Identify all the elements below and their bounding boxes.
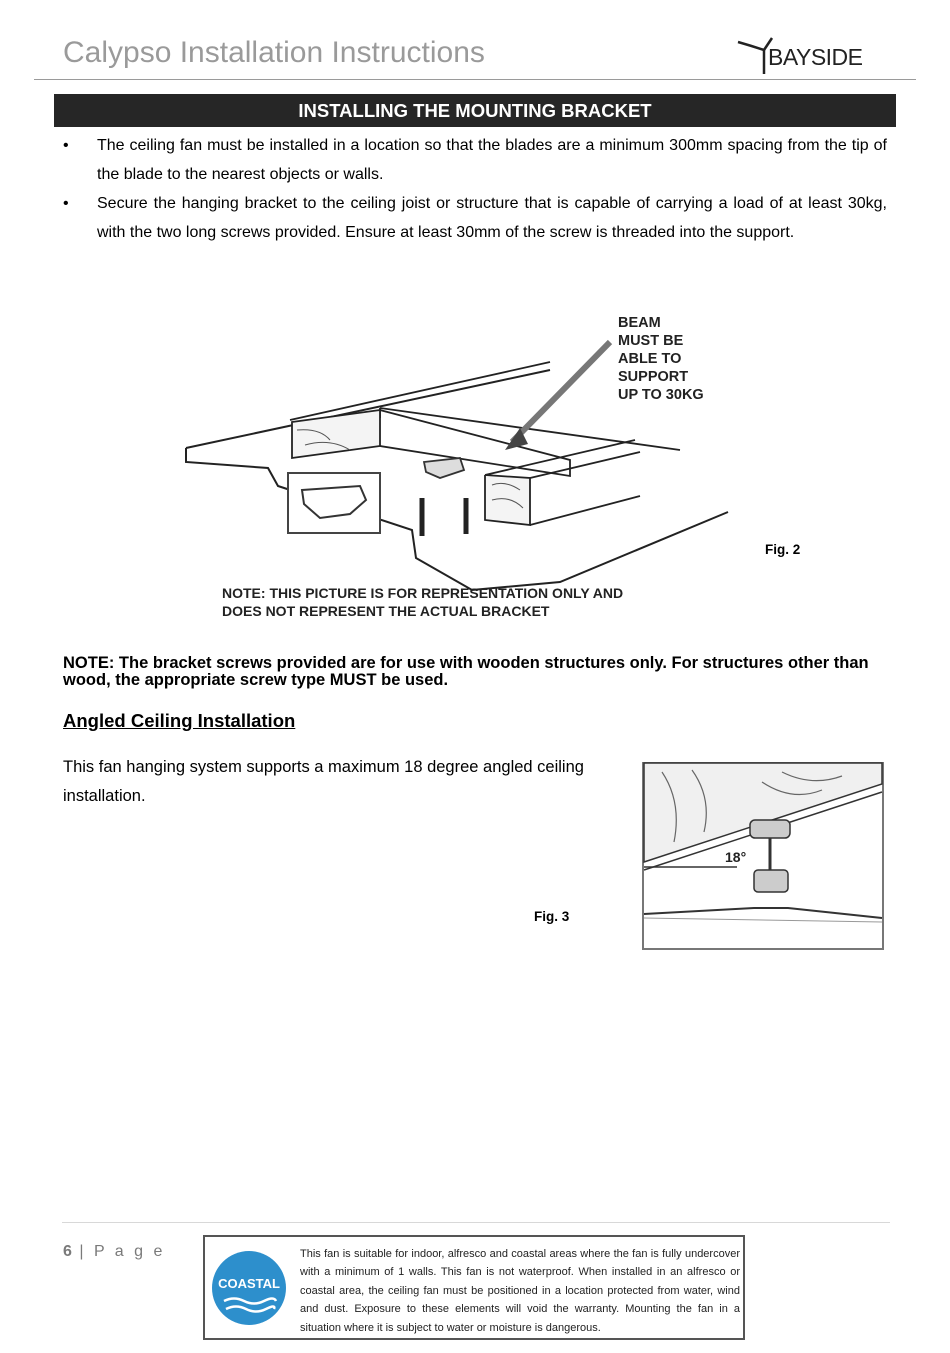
- angled-ceiling-illustration: [642, 762, 884, 950]
- document-title: Calypso Installation Instructions: [63, 36, 485, 69]
- bayside-logo: [734, 34, 864, 78]
- callout-line: UP TO 30KG: [618, 387, 704, 403]
- coastal-notice: [203, 1235, 745, 1340]
- coastal-badge-label: COASTAL: [218, 1276, 280, 1291]
- section-heading: INSTALLING THE MOUNTING BRACKET: [54, 94, 896, 127]
- waves-icon: [212, 1251, 286, 1325]
- angled-ceiling-heading: Angled Ceiling Installation: [63, 710, 296, 731]
- callout-line: MUST BE: [618, 333, 684, 349]
- angled-ceiling-text: This fan hanging system supports a maximum 18 degree angled ceiling installation.: [63, 758, 584, 805]
- page-label: | P a g e: [79, 1243, 166, 1260]
- screw-note: NOTE: The bracket screws provided are for use with wooden structures only. For structures other than wood, the appropriate screw type MUST be used.: [63, 654, 869, 689]
- list-item: • Secure the hanging bracket to the ceiling joist or structure that is capable of carrying a load of at least 30kg, with the two long screws provided. Ensure at least 30mm of the screw is threaded into the support.: [63, 189, 887, 247]
- callout-line: ABLE TO: [618, 351, 682, 367]
- coastal-badge-icon: [212, 1251, 286, 1325]
- callout-line: SUPPORT: [618, 369, 689, 385]
- figure-note-line: DOES NOT REPRESENT THE ACTUAL BRACKET: [222, 603, 550, 619]
- list-item: • The ceiling fan must be installed in a location so that the blades are a minimum 300mm spacing from the tip of the blade to the nearest objects or walls.: [63, 131, 887, 189]
- callout-line: BEAM: [618, 315, 661, 331]
- figure-label: Fig. 2: [765, 542, 801, 557]
- mounting-bracket-illustration: [180, 300, 760, 635]
- figure-note-line: NOTE: THIS PICTURE IS FOR REPRESENTATION ONLY AND: [222, 585, 624, 601]
- figure-label: Fig. 3: [534, 909, 570, 924]
- header-divider: [34, 79, 916, 80]
- instruction-list: [63, 131, 887, 247]
- page-number: [63, 1243, 165, 1261]
- brand-name: BAYSIDE: [768, 44, 863, 70]
- angle-label: 18°: [725, 849, 747, 865]
- footer-divider: [62, 1222, 890, 1223]
- page-number-value: 6: [63, 1243, 72, 1260]
- coastal-notice-text: This fan is suitable for indoor, alfresco and coastal areas where the fan is fully undercover with a minimum of 1 walls. This fan is not waterproof. When installed in an alfresco or coastal area, the ceiling fan must be positioned in a location protected from water, wind and dust. Exposure to these elements will void the warranty. Mounting the fan in a situation where it is subject to water or moisture is dangerous.: [300, 1248, 740, 1334]
